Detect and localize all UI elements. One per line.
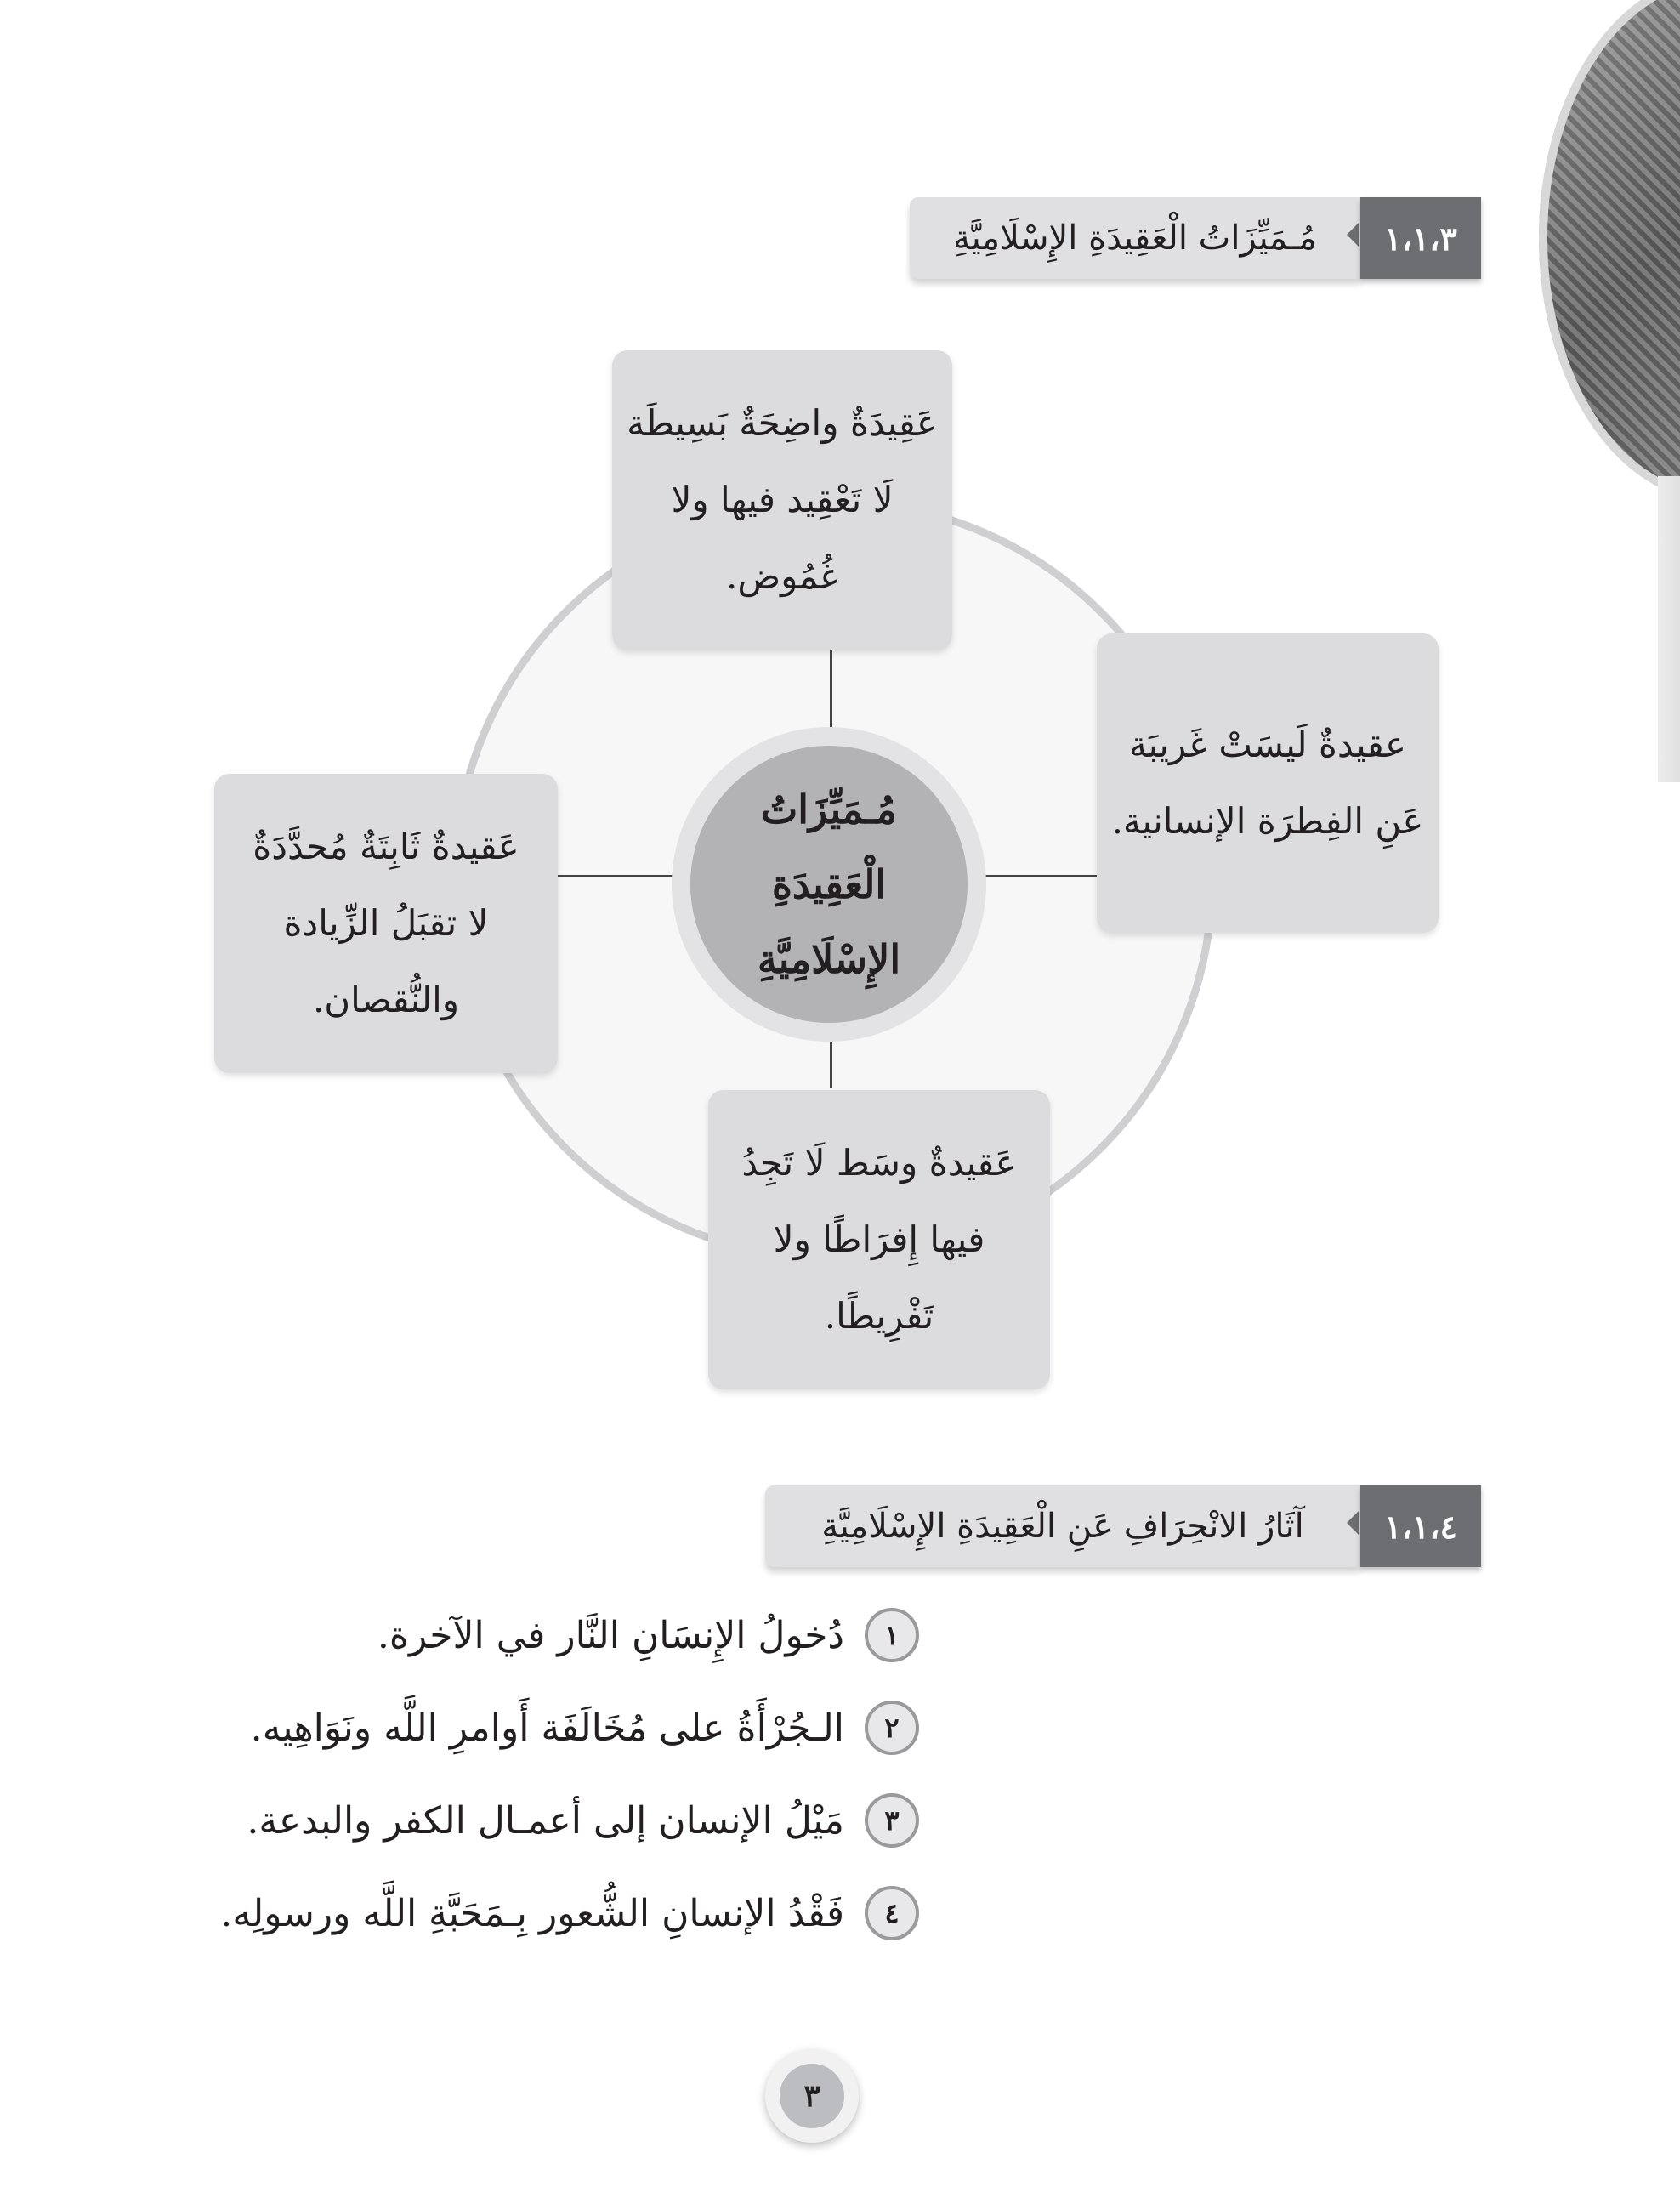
spoke-right — [982, 875, 1097, 877]
feature-line: لا تقبَلُ الزِّيادة — [283, 902, 489, 944]
feature-line: عَقيدةٌ ثَابِتَةٌ مُحدَّدَةٌ — [253, 826, 519, 867]
feature-line: لَا تَعْقِيد فيها ولا — [671, 479, 894, 520]
center-line: الإِسْلَامِيَّةِ — [757, 936, 901, 982]
feature-line: عقيدةٌ لَيسَتْ غَريبَة — [1129, 724, 1406, 765]
spoke-top — [830, 650, 832, 731]
diagram-center-label — [690, 746, 968, 1023]
corner-decorative-image — [1539, 0, 1680, 502]
feature-box-moderate — [708, 1090, 1050, 1389]
list-item — [247, 1791, 919, 1850]
list-number-badge: ٣ — [865, 1793, 919, 1848]
list-item-text: مَيْلُ الإنسان إلى أعمـال الكفر والبدعة. — [247, 1798, 844, 1843]
feature-line: عَقيدةٌ وسَط لَا تَجِدُ — [741, 1142, 1017, 1184]
section-title: آثَارُ الانْحِرَافِ عَنِ الْعَقِيدَةِ الإِسْلَامِيَّةِ — [765, 1485, 1360, 1567]
list-item — [220, 1883, 919, 1943]
header-arrow-icon — [1347, 1511, 1359, 1535]
header-arrow-icon — [1347, 223, 1359, 247]
page-number: ٣ — [780, 2064, 844, 2128]
list-item — [377, 1605, 919, 1665]
center-line: الْعَقِيدَةِ — [771, 861, 887, 907]
diagram-center-circle — [672, 727, 986, 1042]
section-title: مُـمَيِّزَاتُ الْعَقِيدَةِ الإِسْلَامِيَّةِ — [910, 197, 1360, 279]
feature-line: عَقِيدَةٌ واضِحَةٌ بَسِيطَة — [627, 402, 938, 444]
corner-decorative-bar — [1658, 476, 1680, 782]
list-item-text: فَقْدُ الإنسانِ الشُّعور بِـمَحَبَّةِ اللَّه ورسولِه. — [220, 1891, 844, 1935]
feature-line: عَنِ الفِطرَة الإنسانية. — [1111, 800, 1424, 842]
spoke-left — [557, 875, 676, 877]
list-number-badge: ٤ — [865, 1886, 919, 1940]
feature-line: فيها إِفرَاطًا ولا — [773, 1218, 985, 1260]
list-number-badge: ١ — [865, 1608, 919, 1662]
list-number-badge: ٢ — [865, 1701, 919, 1755]
section-number: ١،١،٣ — [1360, 197, 1481, 279]
spoke-bottom — [830, 1039, 832, 1088]
list-item-text: دُخولُ الإِنسَانِ النَّار في الآخرة. — [377, 1613, 844, 1657]
feature-line: والنُّقصان. — [312, 979, 460, 1020]
list-item — [251, 1698, 919, 1758]
feature-line: تَفْرِيطًا. — [824, 1295, 934, 1337]
list-item-text: الـجُرْأَةُ على مُخَالَفَة أَوامرِ اللَّه ونَوَاهِيه. — [250, 1706, 844, 1750]
feature-box-clear-simple — [612, 350, 952, 650]
center-line: مُـمَيِّزَاتُ — [760, 787, 898, 832]
feature-box-fixed — [214, 774, 558, 1073]
feature-box-natural — [1097, 633, 1439, 933]
page-number-badge — [765, 2049, 859, 2143]
feature-line: غُمُوض. — [725, 555, 839, 597]
section-number: ١،١،٤ — [1360, 1485, 1481, 1567]
